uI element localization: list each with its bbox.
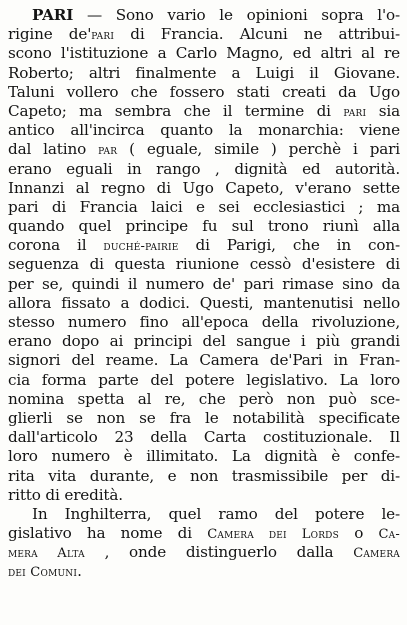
text-line: scono l'istituzione a Carlo Magno, ed altri al re (8, 44, 400, 63)
text-line: loro numero è illimitato. La dignità è confe- (8, 447, 400, 466)
text-fragment: Capeto; ma sembra che il termine di (8, 101, 344, 120)
text-line: erano dopo ai principi del sangue i più grandi (8, 332, 400, 351)
text-line: quando quel principe fu sul trono riunì alla (8, 217, 400, 236)
small-caps-term: mera Alta (8, 546, 85, 562)
small-caps-term: pari (91, 28, 115, 44)
text-line: ritto di eredità. (8, 485, 123, 504)
text-line (8, 140, 400, 159)
text-fragment: dal latino (8, 140, 99, 159)
text-fragment: rigine de' (8, 25, 92, 44)
text-line: allora fissato a dodici. Questi, mantenutisi nello (8, 293, 400, 312)
text-line: Taluni vollero che fossero stati creati da Ugo (8, 82, 400, 101)
text-fragment: — Sono vario le opinioni sopra l'o- (73, 6, 400, 24)
text-line: per se, quindi il numero de' pari rimase sino da (8, 274, 400, 293)
text-fragment: sia (366, 101, 400, 120)
small-caps-term: duché-pairie (103, 239, 179, 255)
small-caps-term: Camera dei Lords (207, 527, 339, 543)
text-line: antico all'incirca quanto la monarchia: viene (8, 121, 400, 140)
text-fragment: di Francia. Alcuni ne attribui- (114, 25, 400, 44)
small-caps-term: Ca- (378, 527, 400, 543)
text-line (8, 25, 400, 44)
small-caps-term: par (98, 143, 118, 159)
text-line (8, 6, 400, 25)
text-line: stesso numero fino all'epoca della rivoluzione, (8, 313, 400, 331)
small-caps-term: pari (343, 104, 367, 120)
text-line (8, 543, 400, 562)
text-line: nomina spetta al re, che però non può sce- (8, 389, 400, 408)
text-fragment: . (77, 562, 82, 581)
text-fragment: gislativo ha nome di (8, 524, 208, 543)
text-line: pari di Francia laici e sei ecclesiastici ; ma (8, 197, 400, 216)
text-line: seguenza di questa riunione cessò d'esistere di (8, 255, 400, 274)
text-line: erano eguali in rango , dignità ed autorità. (8, 159, 400, 178)
text-fragment: o (338, 524, 379, 543)
text-line: cia forma parte del potere legislativo. La loro (8, 370, 400, 389)
text-fragment: di Parigi, che in con- (178, 236, 400, 255)
small-caps-term: dei Comuni (8, 565, 78, 581)
text-line: rita vita durante, e non trasmissibile per di- (8, 466, 400, 485)
text-line (8, 236, 400, 255)
text-line (8, 102, 400, 121)
small-caps-term: Camera (353, 546, 400, 562)
text-line: glierli se non se fra le notabilità specificate (8, 408, 400, 427)
article-text-column (8, 6, 400, 582)
text-line: signori del reame. La Camera de'Pari in Fran- (8, 351, 400, 370)
text-line: dall'articolo 23 della Carta costituzionale. Il (8, 428, 400, 447)
text-fragment: corona il (8, 236, 104, 255)
text-fragment: ( eguale, simile ) perchè i pari (117, 140, 401, 159)
text-line: In Inghilterra, quel ramo del potere le- (32, 504, 400, 523)
text-line: Innanzi al regno di Ugo Capeto, v'erano sette (8, 178, 400, 197)
text-line (8, 562, 400, 581)
text-fragment: , onde distinguerlo dalla (84, 543, 354, 562)
text-line: Roberto; altri finalmente a Luigi il Giovane. (8, 63, 400, 82)
text-line (8, 524, 400, 543)
entry-headword: PARI (32, 6, 74, 24)
